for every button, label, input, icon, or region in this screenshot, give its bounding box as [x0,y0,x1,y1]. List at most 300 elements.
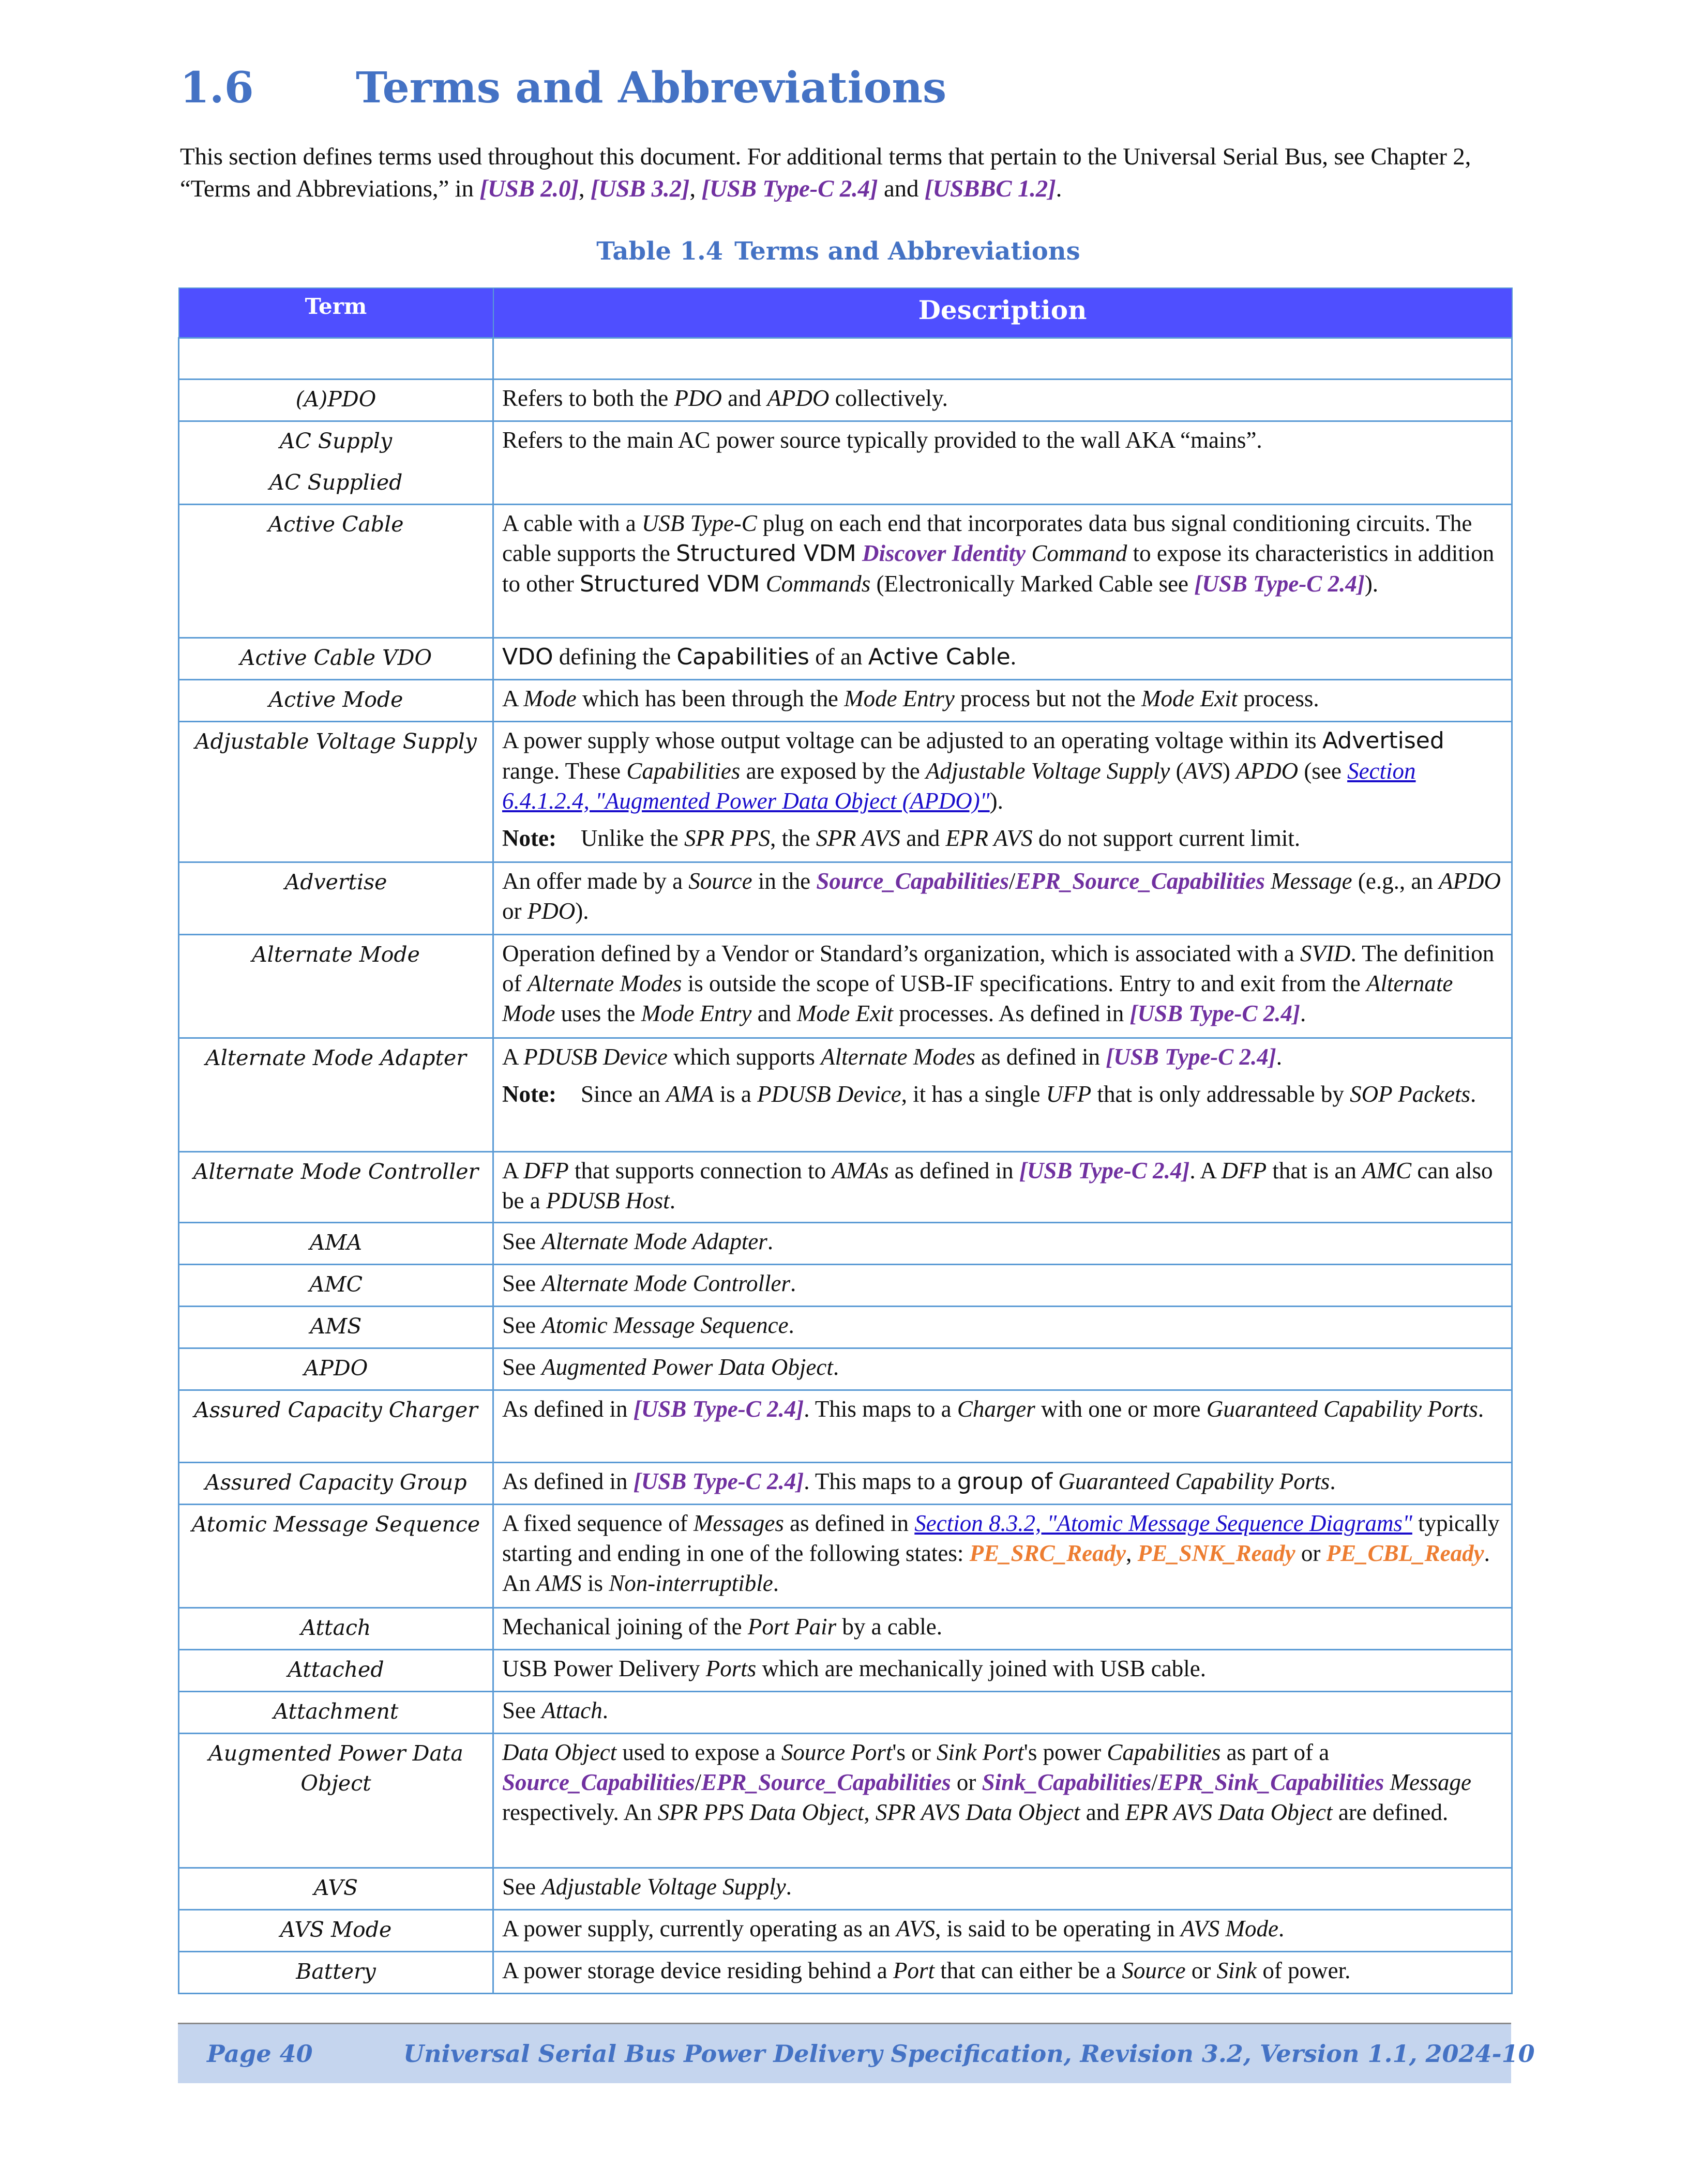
description-text [502,1612,1503,1642]
ref-usb32-link[interactable]: [USB 3.2] [590,175,690,202]
text-run: As defined in [502,1396,634,1422]
description-cell [493,1152,1512,1223]
cross-reference-link[interactable]: Section 8.3.2, "Atomic Message Sequence Diagrams" [914,1510,1412,1536]
intro-separator: , [578,175,591,202]
description-text [502,1466,1503,1497]
term-label: Atomic Message Sequence [191,1512,480,1537]
text-run [1052,1468,1058,1494]
term-cell [179,1390,493,1463]
reference-link[interactable]: EPR_Source_Capabilities [1015,868,1265,894]
italic-term: PDO [527,898,576,924]
note-text [581,1079,1503,1109]
text-run: . [786,1874,792,1900]
italic-term: Data Object [502,1739,617,1765]
term-cell [179,638,493,680]
text-run: . The definition of [502,941,1495,996]
table-row [179,722,1512,862]
description-text [502,1508,1503,1598]
description-cell [493,1868,1512,1910]
description-cell [493,1307,1512,1348]
defined-term: Structured VDM [676,540,856,567]
text-run: of an [809,644,868,670]
table-row [179,680,1512,722]
text-run: as part of a [1220,1739,1330,1765]
term-label: Assured Capacity Charger [194,1398,478,1422]
term-cell [179,1348,493,1390]
text-run: Mechanical joining of the [502,1614,748,1640]
text-run: with one or more [1035,1396,1207,1422]
text-run: typically starting and ending in one of the following states: [502,1510,1500,1566]
term-label: AVS Mode [280,1917,392,1942]
text-run: as defined in [888,1158,1019,1184]
description-text [502,1737,1503,1827]
term-cell [179,935,493,1038]
italic-term: EPR AVS [945,825,1033,851]
table-row [179,1223,1512,1265]
description-cell [493,1348,1512,1390]
term-label: Active Mode [268,687,403,712]
term-cell [179,1223,493,1265]
terms-table [178,287,1513,1994]
text-run: . [773,1570,779,1596]
intro-separator: and [878,175,925,202]
text-run: , it has a single [901,1081,1046,1107]
state-name: PE_CBL_Ready [1326,1540,1484,1566]
italic-term: Sink Port [937,1739,1024,1765]
text-run: See [502,1228,542,1254]
text-run: A power supply, currently operating as an [502,1916,896,1942]
defined-term: Capabilities [676,644,809,670]
table-row [179,1390,1512,1463]
text-run: . This maps to a [804,1468,957,1494]
term-label: AVS [313,1875,358,1900]
text-run: USB Power Delivery [502,1656,706,1681]
table-row [179,421,1512,505]
description-text [502,1268,1503,1298]
italic-term: Mode [523,686,577,711]
italic-term: AMS [536,1570,582,1596]
table-row [179,1650,1512,1692]
text-run: or [951,1769,982,1795]
text-run: A fixed sequence of [502,1510,694,1536]
text-run: ). [1364,571,1379,597]
description-text [502,1156,1503,1216]
note-text [581,823,1503,853]
text-run: A power storage device residing behind a [502,1958,894,1983]
italic-term: DFP [523,1158,569,1184]
state-name: PE_SRC_Ready [969,1540,1126,1566]
text-run: ). [989,788,1003,814]
text-run: processes. As defined in [893,1000,1130,1026]
intro-end: . [1056,175,1062,202]
note-label: Note: [502,1081,556,1107]
text-run: (e.g., an [1352,868,1439,894]
text-run: respectively. An [502,1799,658,1825]
text-run: and [751,1000,797,1026]
italic-term: Alternate Mode Adapter [541,1228,767,1254]
text-run: as defined in [783,1510,915,1536]
italic-term: UFP [1046,1081,1092,1107]
text-run: that supports connection to [568,1158,832,1184]
text-run: As defined in [502,1468,634,1494]
description-text [502,1872,1503,1902]
table-row [179,1692,1512,1734]
reference-link[interactable]: [USB Type-C 2.4] [1194,571,1365,597]
term-cell [179,1608,493,1650]
description-text [502,383,1503,413]
italic-term: PDUSB Device [757,1081,901,1107]
italic-term: AMA [666,1081,714,1107]
italic-term: Mode Entry [844,686,955,711]
description-cell [493,1692,1512,1734]
italic-term: SVID [1300,941,1351,966]
text-run: . [669,1188,675,1214]
term-label: AC Supplied [269,470,403,495]
description-cell [493,338,1512,380]
table-row [179,1734,1512,1868]
description-cell [493,1650,1512,1692]
cross-reference-link[interactable]: Section 6.4.1.2.4, "Augmented Power Data Object (APDO)" [502,758,1416,814]
description-text [502,1914,1503,1944]
description-cell [493,1505,1512,1608]
reference-link[interactable]: [USB Type-C 2.4] [633,1468,804,1494]
text-run: . [602,1697,608,1723]
italic-term: Alternate Mode [502,970,1453,1026]
reference-link[interactable]: Source_Capabilities [816,868,1009,894]
term-label: Attachment [273,1699,399,1724]
italic-term: Mode Entry [641,1000,752,1026]
text-run: that is only addressable by [1091,1081,1350,1107]
reference-link[interactable]: EPR_Source_Capabilities [701,1769,951,1795]
text-run: / [1008,868,1016,894]
table-row [179,862,1512,935]
italic-term: Capabilities [1107,1739,1221,1765]
term-label: Alternate Mode [252,942,420,967]
italic-term: Augmented Power Data Object [541,1354,833,1380]
text-run: that can either be a [935,1958,1122,1983]
table-row [179,1463,1512,1505]
text-run: A power supply whose output voltage can be adjusted to an operating voltage within its [502,727,1322,753]
description-cell [493,421,1512,505]
table-row [179,1505,1512,1608]
description-text [502,642,1503,672]
term-cell [179,1650,493,1692]
text-run: uses the [555,1000,641,1026]
term-cell [179,1692,493,1734]
italic-term: Charger [957,1396,1035,1422]
italic-term: Atomic Message Sequence [541,1312,789,1338]
text-run: which has been through the [576,686,845,711]
text-run [1265,868,1271,894]
table-row [179,1038,1512,1152]
text-run: / [1151,1769,1158,1795]
text-run: and [900,825,946,851]
reference-link[interactable]: [USB Type-C 2.4] [1129,1000,1300,1026]
table-row [179,638,1512,680]
intro-text: This section defines terms used throughout this document. For additional terms that pertain to the Universal Serial Bus, see Chapter 2, “Terms and Abbreviations,” in [180,143,1471,202]
text-run: by a cable. [836,1614,943,1640]
term-cell [179,505,493,638]
text-run: . [1300,1000,1306,1026]
description-text [502,1394,1503,1424]
term-cell [179,421,493,505]
text-run: , [864,1799,876,1825]
description-cell [493,1463,1512,1505]
text-run: . An [502,1540,1490,1596]
italic-term: AMAs [832,1158,889,1184]
text-run: Unlike the [581,825,684,851]
description-text [502,1226,1503,1256]
italic-term: Alternate Modes [821,1044,975,1070]
header-description: Description [493,288,1512,338]
table-caption-number: Table 1.4 [596,237,724,266]
table-row [179,935,1512,1038]
text-run: to expose its characteristics in addition to other [502,540,1495,597]
text-run: , is said to be operating in [935,1916,1181,1942]
text-run: process but not the [954,686,1141,711]
text-run: and [1080,1799,1125,1825]
italic-term: Port [893,1958,935,1983]
description-cell [493,1952,1512,1994]
description-text [502,1310,1503,1340]
italic-term: Capabilities [626,758,741,784]
section-number: 1.6 [180,63,254,113]
header-term: Term [179,288,493,338]
text-run: See [502,1270,542,1296]
reference-link[interactable]: Source_Capabilities [502,1769,695,1795]
table-row [179,338,1512,380]
italic-term: Source [688,868,752,894]
table-caption-title: Terms and Abbreviations [734,237,1080,266]
text-run: A [502,1044,524,1070]
text-run: . [1470,1081,1476,1107]
italic-term: Sink [1216,1958,1257,1983]
term-cell [179,680,493,722]
text-run: . [767,1228,774,1254]
text-run: . [1010,644,1016,670]
term-label: Active Cable [268,512,404,537]
text-run: of power. [1257,1958,1351,1983]
table-row [179,505,1512,638]
note [502,1079,1503,1109]
text-run: are exposed by the [740,758,926,784]
term-cell [179,380,493,421]
description-cell [493,862,1512,935]
description-text [502,1352,1503,1382]
text-run: ( [1170,758,1184,784]
description-text [502,684,1503,714]
table-row [179,380,1512,421]
reference-link[interactable]: [USB Type-C 2.4] [633,1396,804,1422]
term-label: (A)PDO [295,387,376,412]
text-run: that is an [1267,1158,1363,1184]
term-label: AMC [309,1272,363,1297]
description-cell [493,1390,1512,1463]
italic-term: Attach [541,1697,602,1723]
intro-paragraph [180,141,1514,205]
description-text [502,725,1503,816]
note-label: Note: [502,825,556,851]
text-run: as defined in [975,1044,1106,1070]
term-cell [179,1505,493,1608]
table-row [179,1348,1512,1390]
term-cell [179,1038,493,1152]
text-run: . A [1189,1158,1222,1184]
text-run: 's power [1023,1739,1107,1765]
text-run: An offer made by a [502,868,689,894]
text-run: are defined. [1332,1799,1449,1825]
term-cell [179,1910,493,1952]
term-cell [179,1265,493,1307]
text-run: is [581,1570,609,1596]
italic-term: Non-interruptible [609,1570,773,1596]
ref-usb-typec-link[interactable]: [USB Type-C 2.4] [701,175,878,202]
note [502,823,1503,853]
term-cell [179,338,493,380]
text-run [760,571,766,597]
italic-term: Messages [693,1510,784,1536]
term-cell [179,862,493,935]
italic-term: PDO [674,385,722,411]
text-run: process. [1238,686,1319,711]
description-text [502,1654,1503,1684]
italic-term: Mode Exit [1141,686,1238,711]
description-cell [493,1038,1512,1152]
text-run: . This maps to a [804,1396,957,1422]
description-text [502,1042,1503,1072]
text-run: which are mechanically joined with USB cable. [756,1656,1206,1681]
term-label: Alternate Mode Adapter [205,1045,466,1070]
text-run: (see [1298,758,1348,784]
table-row [179,1152,1512,1223]
italic-term: Alternate Modes [527,970,682,996]
table-row [179,1952,1512,1994]
term-label: Attached [288,1657,384,1682]
text-run: 's or [892,1739,937,1765]
text-run: is a [714,1081,758,1107]
term-label: Alternate Mode Controller [193,1159,479,1184]
ref-usbbc-link[interactable]: [USBBC 1.2] [924,175,1056,202]
table-header-row [179,288,1512,338]
term-cell [179,1152,493,1223]
text-run: Refers to the main AC power source typically provided to the wall AKA “mains”. [502,427,1262,453]
text-run: or [1185,1958,1217,1983]
term-label: Augmented Power Data Object [208,1741,463,1796]
description-cell [493,1223,1512,1265]
text-run: See [502,1874,542,1900]
italic-term: APDO [1439,868,1501,894]
term-label: Adjustable Voltage Supply [195,729,477,754]
italic-term: Commands [765,571,871,597]
table-row [179,1868,1512,1910]
defined-term: group of [957,1468,1053,1495]
text-run: can also be a [502,1158,1493,1214]
italic-term: SOP Packets [1350,1081,1471,1107]
term-cell [179,1734,493,1868]
italic-term: Message [1271,868,1352,894]
defined-term: Active Cable [868,644,1011,670]
reference-link[interactable]: [USB Type-C 2.4] [1019,1158,1190,1184]
reference-link[interactable]: [USB Type-C 2.4] [1106,1044,1276,1070]
italic-term: Guaranteed Capability Ports [1058,1468,1330,1494]
text-run: range. These [502,758,627,784]
italic-term: Source [1122,1958,1186,1983]
reference-link[interactable]: Sink_Capabilities [982,1769,1152,1795]
text-run: , the [770,825,816,851]
term-label: APDO [304,1356,368,1381]
text-run: in the [752,868,817,894]
text-run: and [721,385,767,411]
footer-document-title: Universal Serial Bus Power Delivery Specification, Revision 3.2, Version 1.1, 2024-10 [403,2040,1535,2068]
italic-term: PDUSB Device [523,1044,668,1070]
italic-term: PDUSB Host [546,1188,670,1214]
description-cell [493,1265,1512,1307]
italic-term: Guaranteed Capability Ports [1206,1396,1478,1422]
italic-term: Command [1031,540,1127,566]
description-text [502,938,1503,1028]
reference-link[interactable]: EPR_Sink_Capabilities [1157,1769,1384,1795]
text-run [1384,1769,1390,1795]
text-run [1026,540,1031,566]
description-cell [493,680,1512,722]
text-run: . [1276,1044,1283,1070]
italic-term: Source Port [781,1739,893,1765]
table-row [179,1307,1512,1348]
defined-term: VDO [502,644,553,670]
text-run: See [502,1312,542,1338]
text-run: collectively. [829,385,948,411]
text-run [856,540,862,566]
text-run: plug on each end that incorporates data bus signal conditioning circuits. The cable supports the [502,510,1472,566]
table-row [179,1910,1512,1952]
italic-term: Adjustable Voltage Supply [925,758,1170,784]
italic-term: APDO [767,385,830,411]
term-label: Active Cable VDO [239,645,432,670]
description-text [502,1955,1503,1985]
text-run: , [1126,1540,1138,1566]
footer-page-number: Page 40 [207,2040,313,2068]
term-label: AMA [309,1230,363,1255]
term-cell [179,1868,493,1910]
term-label: Assured Capacity Group [205,1470,467,1495]
italic-term: SPR AVS Data Object [875,1799,1080,1825]
table-row [179,1265,1512,1307]
term-label: Battery [296,1959,376,1984]
italic-term: DFP [1221,1158,1267,1184]
description-cell [493,722,1512,862]
text-run: ). [575,898,589,924]
ref-usb20-link[interactable]: [USB 2.0] [479,175,579,202]
italic-term: EPR AVS Data Object [1125,1799,1333,1825]
text-run: Since an [581,1081,666,1107]
text-run: . [1278,1916,1285,1942]
italic-term: USB Type-C [641,510,757,536]
description-cell [493,935,1512,1038]
text-run: See [502,1697,542,1723]
description-text [502,425,1503,455]
italic-term: SPR PPS Data Object [657,1799,864,1825]
text-run: A [502,1158,524,1184]
reference-link[interactable]: Discover Identity [862,540,1026,566]
italic-term: AVS Mode [1181,1916,1278,1942]
term-label: Advertise [284,870,387,894]
intro-separator: , [689,175,702,202]
text-run: A cable with a [502,510,642,536]
italic-term: APDO [1236,758,1299,784]
text-run: . [788,1312,794,1338]
text-run: . [1330,1468,1336,1494]
description-cell [493,505,1512,638]
